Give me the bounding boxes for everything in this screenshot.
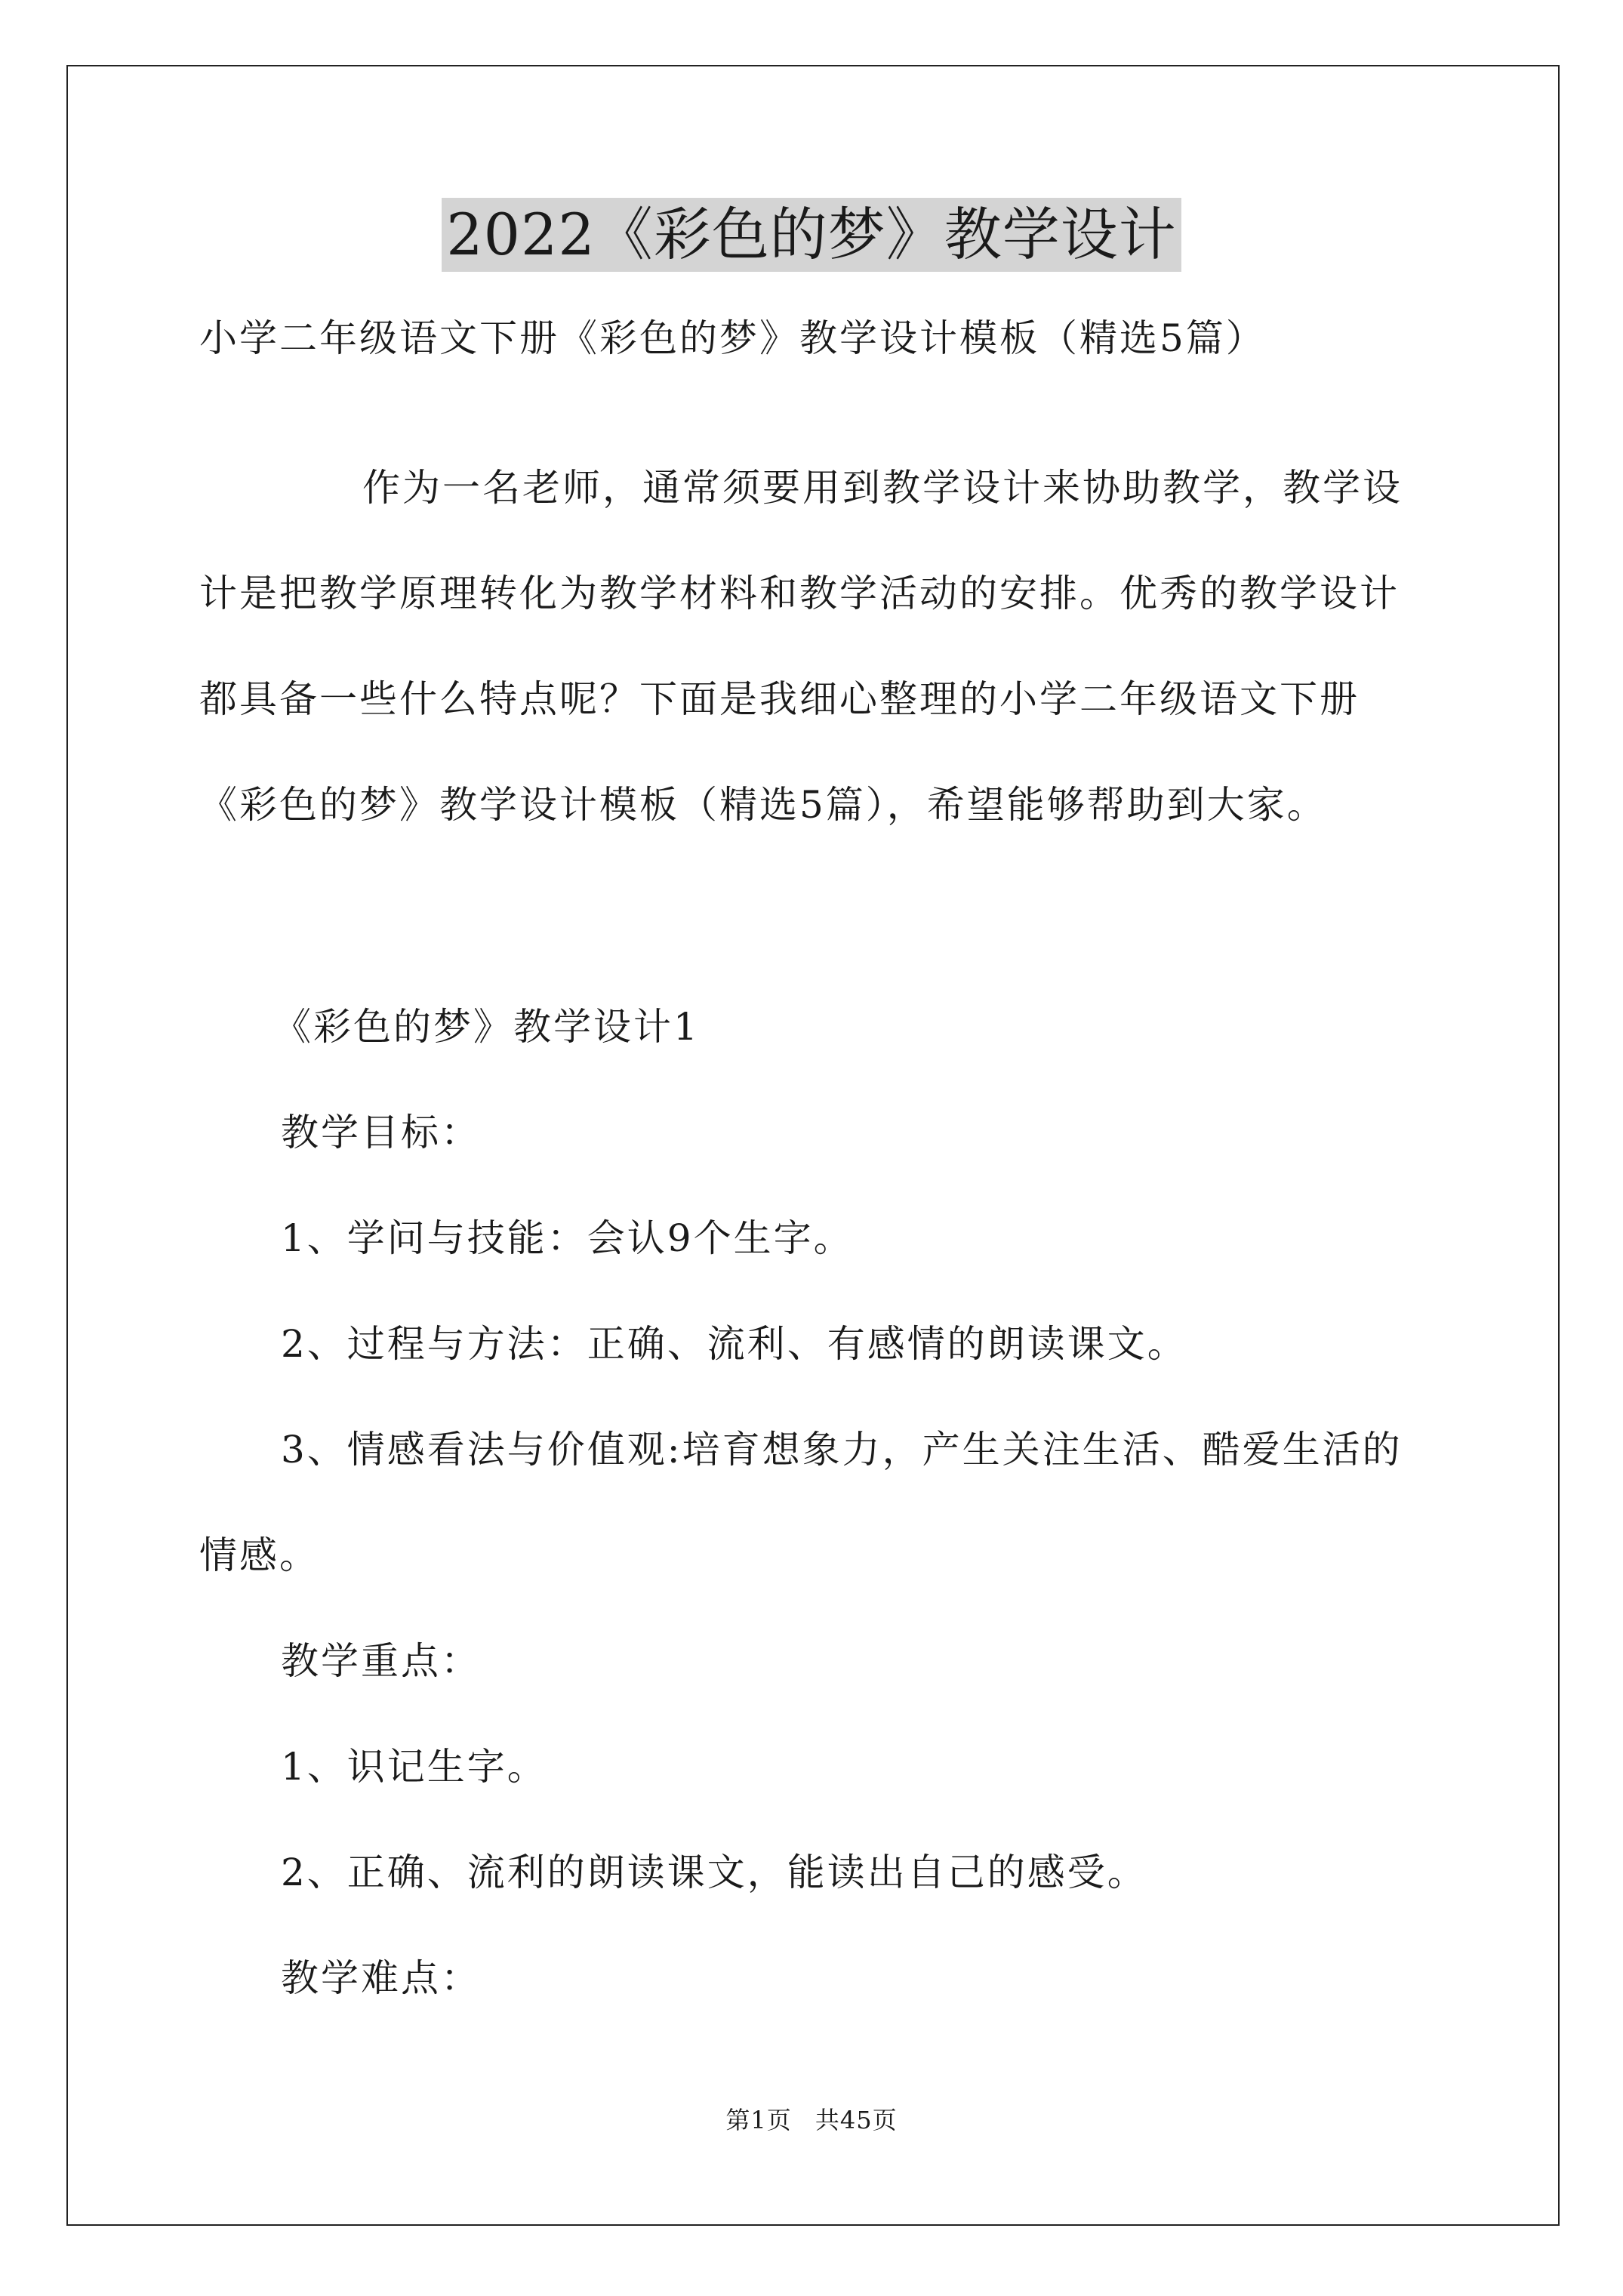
key-points-label: 教学重点： xyxy=(281,1639,481,1683)
document-subtitle: 小学二年级语文下册《彩色的梦》教学设计模板（精选5篇） xyxy=(199,316,1266,360)
objective-item: 1、学问与技能：会认9个生字。 xyxy=(281,1216,854,1260)
objective-item: 3、情感看法与价值观:培育想象力，产生关注生活、酷爱生活的 xyxy=(281,1428,1403,1472)
intro-line: 计是把教学原理转化为教学材料和教学活动的安排。优秀的教学设计 xyxy=(199,572,1400,615)
intro-line: 作为一名老师，通常须要用到教学设计来协助教学，教学设 xyxy=(362,466,1403,510)
section-heading: 《彩色的梦》教学设计1 xyxy=(273,1005,700,1049)
document-title: 2022《彩色的梦》教学设计 xyxy=(442,198,1181,272)
page-number-total: 共45页 xyxy=(815,2106,898,2134)
key-point-item: 1、识记生字。 xyxy=(281,1745,547,1789)
objective-item-continued: 情感。 xyxy=(199,1533,319,1577)
page-footer xyxy=(0,2105,1623,2135)
objectives-label: 教学目标： xyxy=(281,1111,481,1154)
difficulties-label: 教学难点： xyxy=(281,1956,481,2000)
key-point-item: 2、正确、流利的朗读课文，能读出自己的感受。 xyxy=(281,1851,1147,1894)
intro-line: 都具备一些什么特点呢？下面是我细心整理的小学二年级语文下册 xyxy=(199,677,1360,721)
intro-line: 《彩色的梦》教学设计模板（精选5篇），希望能够帮助到大家。 xyxy=(199,783,1327,827)
page-number-current: 第1页 xyxy=(725,2106,792,2134)
objective-item: 2、过程与方法：正确、流利、有感情的朗读课文。 xyxy=(281,1322,1187,1366)
title-container xyxy=(0,198,1623,272)
